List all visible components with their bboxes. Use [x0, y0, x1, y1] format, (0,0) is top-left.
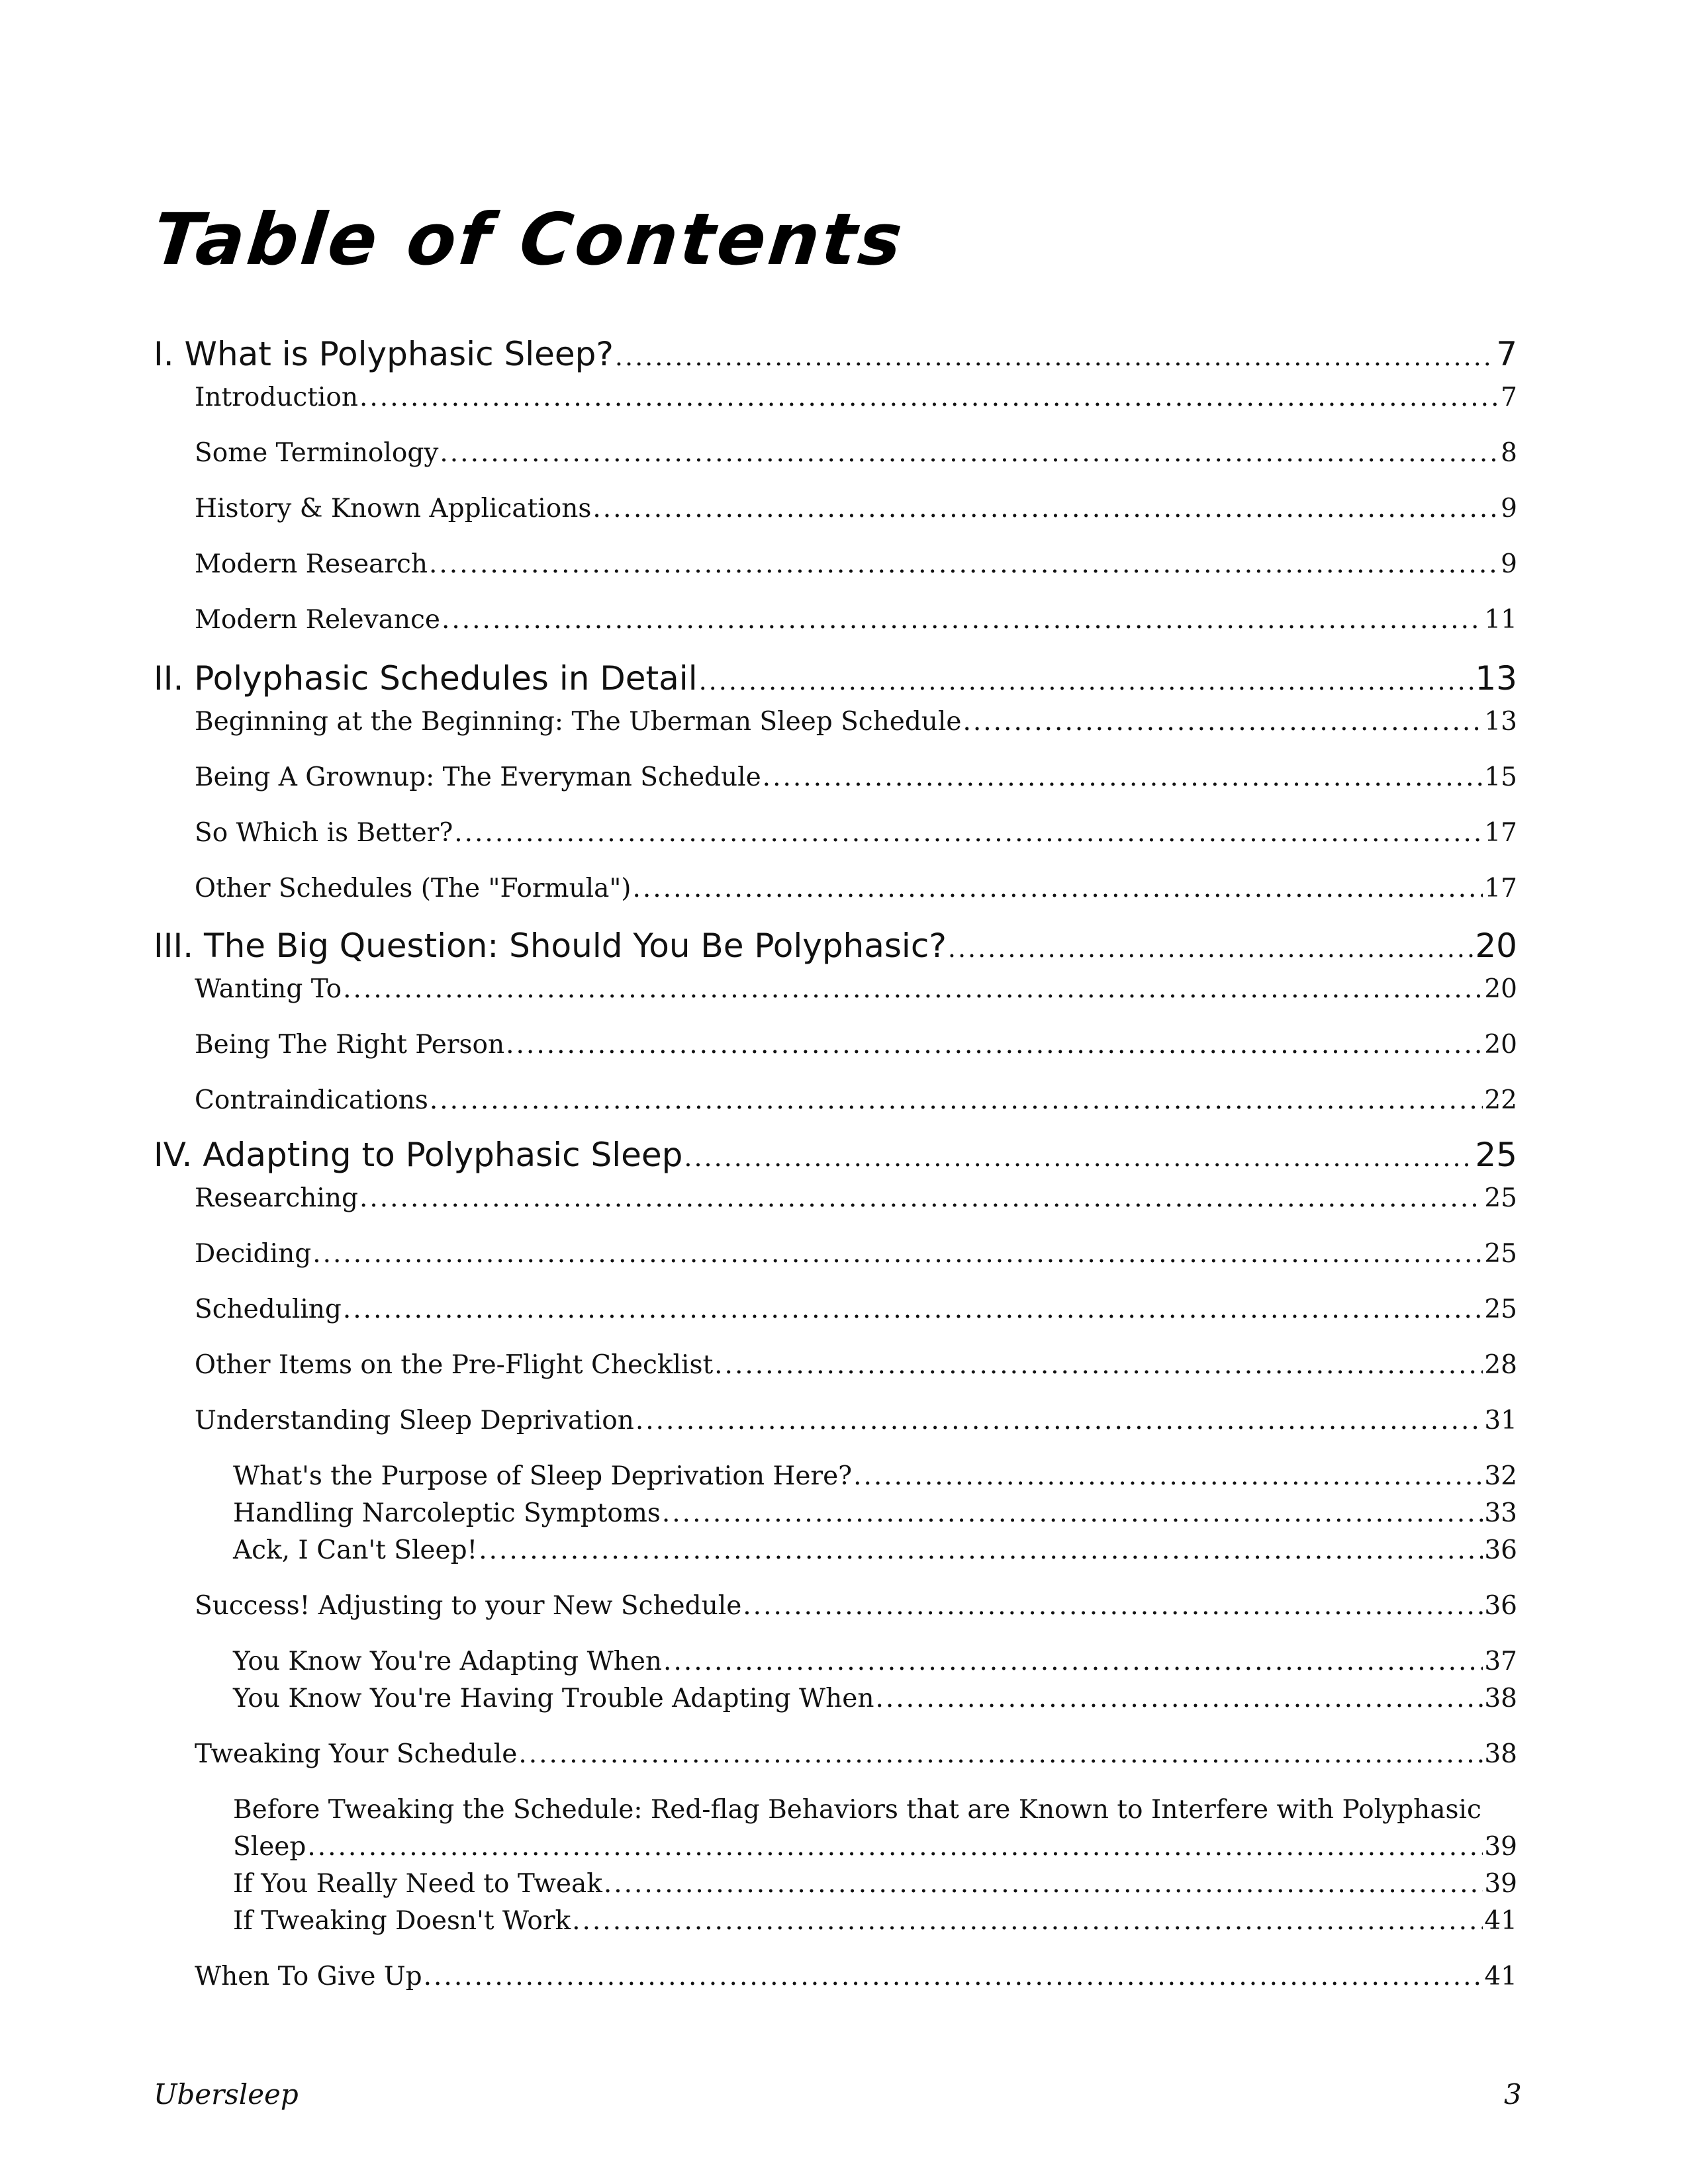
- toc-subentry[interactable]: [154, 1647, 1517, 1676]
- leader-dots: [343, 1295, 1483, 1324]
- toc-entry[interactable]: [154, 1085, 1517, 1115]
- footer-page-number: 3: [1504, 2078, 1522, 2111]
- leader-dots: [572, 1906, 1483, 1936]
- toc-entry-label: If You Really Need to Tweak: [233, 1869, 602, 1899]
- leader-dots: [506, 1030, 1483, 1060]
- leader-dots: [454, 818, 1483, 848]
- leader-dots: [662, 1498, 1483, 1528]
- toc-page-number: 9: [1501, 549, 1517, 579]
- toc-page-number: 20: [1484, 974, 1517, 1004]
- footer-book-title: Ubersleep: [154, 2078, 299, 2111]
- leader-dots: [604, 1869, 1483, 1899]
- toc-entry-label: Contraindications: [195, 1085, 428, 1115]
- page-title: Table of Contents: [149, 199, 909, 281]
- leader-dots: [430, 1085, 1483, 1115]
- toc-entry-label: Sleep: [233, 1832, 306, 1862]
- toc-entry-label: Handling Narcoleptic Symptoms: [233, 1498, 661, 1528]
- leader-dots: [359, 1183, 1483, 1213]
- leader-dots: [424, 1962, 1483, 1991]
- toc-page-number: 25: [1484, 1183, 1517, 1213]
- toc-page-number: 33: [1484, 1498, 1517, 1528]
- toc-entry-label: Being A Grownup: The Everyman Schedule: [195, 762, 761, 792]
- leader-dots: [875, 1684, 1483, 1713]
- leader-dots: [948, 927, 1474, 965]
- toc-entry-label: You Know You're Adapting When: [233, 1647, 663, 1676]
- toc-entry[interactable]: [154, 762, 1517, 792]
- leader-dots: [479, 1535, 1483, 1565]
- leader-dots: [853, 1461, 1483, 1491]
- toc-entry-label: When To Give Up: [195, 1962, 422, 1991]
- toc-entry-label: You Know You're Having Trouble Adapting When: [233, 1684, 874, 1713]
- leader-dots: [307, 1832, 1483, 1862]
- toc-subentry[interactable]: [154, 1461, 1517, 1491]
- toc-heading[interactable]: [154, 335, 1517, 373]
- toc-entry[interactable]: [154, 383, 1517, 412]
- leader-dots: [635, 1406, 1483, 1435]
- toc-page-number: 37: [1484, 1647, 1517, 1676]
- toc-entry[interactable]: [154, 1406, 1517, 1435]
- toc-page-number: 39: [1484, 1869, 1517, 1899]
- leader-dots: [429, 549, 1499, 579]
- toc-page-number: 41: [1484, 1962, 1517, 1991]
- toc-entry-label: Some Terminology: [195, 438, 439, 468]
- toc-entry-label: Understanding Sleep Deprivation: [195, 1406, 634, 1435]
- toc-page-number: 20: [1484, 1030, 1517, 1060]
- leader-dots: [615, 335, 1495, 373]
- toc-page-number: 17: [1484, 874, 1517, 903]
- leader-dots: [442, 605, 1483, 635]
- leader-dots: [359, 383, 1499, 412]
- toc-entry[interactable]: [154, 605, 1517, 635]
- toc-heading[interactable]: [154, 927, 1517, 965]
- toc-entry-label: Modern Relevance: [195, 605, 440, 635]
- toc-subentry[interactable]: [154, 1684, 1517, 1713]
- leader-dots: [684, 1136, 1474, 1174]
- toc-entry[interactable]: [154, 974, 1517, 1004]
- leader-dots: [343, 974, 1483, 1004]
- toc-page-number: 9: [1501, 494, 1517, 523]
- toc-entry[interactable]: [154, 549, 1517, 579]
- toc-entry-label: Wanting To: [195, 974, 342, 1004]
- toc-entry-label: If Tweaking Doesn't Work: [233, 1906, 571, 1936]
- leader-dots: [714, 1350, 1483, 1380]
- toc-subentry[interactable]: [154, 1906, 1517, 1936]
- leader-dots: [743, 1591, 1483, 1621]
- toc-entry[interactable]: [154, 818, 1517, 848]
- toc-page-number: 38: [1484, 1739, 1517, 1769]
- toc-entry[interactable]: [154, 1239, 1517, 1269]
- toc-heading-label: II. Polyphasic Schedules in Detail: [154, 659, 698, 698]
- toc-page-number: 25: [1475, 1136, 1517, 1174]
- toc-heading[interactable]: [154, 1136, 1517, 1174]
- toc-page-number: 41: [1484, 1906, 1517, 1936]
- leader-dots: [632, 874, 1483, 903]
- toc-entry-label: Scheduling: [195, 1295, 342, 1324]
- toc-page-number: 15: [1484, 762, 1517, 792]
- toc-page-number: 11: [1484, 605, 1517, 635]
- toc-entry[interactable]: [154, 874, 1517, 903]
- toc-subentry[interactable]: [154, 1535, 1517, 1565]
- toc-entry[interactable]: [154, 1295, 1517, 1324]
- toc-entry[interactable]: [154, 1030, 1517, 1060]
- toc-heading-label: IV. Adapting to Polyphasic Sleep: [154, 1136, 683, 1174]
- toc-subentry[interactable]: [154, 1869, 1517, 1899]
- toc-entry[interactable]: [154, 1350, 1517, 1380]
- toc-page-number: 22: [1484, 1085, 1517, 1115]
- toc-entry-label: Deciding: [195, 1239, 312, 1269]
- table-of-contents: [154, 0, 1517, 2184]
- toc-subentry-wrapped-line[interactable]: Before Tweaking the Schedule: Red-flag Behaviors that are Known to Interfere with Polyphasic: [233, 1795, 1481, 1825]
- toc-page-number: 28: [1484, 1350, 1517, 1380]
- toc-heading-label: I. What is Polyphasic Sleep?: [154, 335, 614, 373]
- toc-subentry[interactable]: [154, 1832, 1517, 1862]
- leader-dots: [592, 494, 1499, 523]
- toc-entry[interactable]: [154, 1591, 1517, 1621]
- toc-page-number: 7: [1496, 335, 1517, 373]
- toc-subentry[interactable]: [154, 1498, 1517, 1528]
- toc-entry[interactable]: [154, 1739, 1517, 1769]
- toc-page-number: 25: [1484, 1295, 1517, 1324]
- toc-entry-label: Tweaking Your Schedule: [195, 1739, 518, 1769]
- toc-page-number: 25: [1484, 1239, 1517, 1269]
- toc-entry[interactable]: [154, 494, 1517, 523]
- toc-page-number: 20: [1475, 927, 1517, 965]
- toc-entry-label: Beginning at the Beginning: The Uberman Sleep Schedule: [195, 707, 962, 737]
- toc-entry-label: Modern Research: [195, 549, 428, 579]
- toc-entry-label: What's the Purpose of Sleep Deprivation Here?: [233, 1461, 853, 1491]
- toc-page-number: 32: [1484, 1461, 1517, 1491]
- toc-entry-label: Introduction: [195, 383, 358, 412]
- toc-page-number: 36: [1484, 1591, 1517, 1621]
- toc-entry[interactable]: [154, 438, 1517, 468]
- toc-heading-label: III. The Big Question: Should You Be Polyphasic?: [154, 927, 947, 965]
- toc-entry-label: Success! Adjusting to your New Schedule: [195, 1591, 742, 1621]
- toc-page-number: 31: [1484, 1406, 1517, 1435]
- toc-heading[interactable]: [154, 659, 1517, 698]
- toc-entry-label: So Which is Better?: [195, 818, 453, 848]
- toc-entry-label: History & Known Applications: [195, 494, 592, 523]
- leader-dots: [312, 1239, 1483, 1269]
- toc-page-number: 8: [1501, 438, 1517, 468]
- leader-dots: [440, 438, 1499, 468]
- leader-dots: [763, 762, 1483, 792]
- toc-entry-label: Ack, I Can't Sleep!: [233, 1535, 478, 1565]
- toc-entry[interactable]: [154, 1962, 1517, 1991]
- toc-entry-label: Researching: [195, 1183, 358, 1213]
- toc-page-number: 39: [1484, 1832, 1517, 1862]
- toc-page-number: 13: [1475, 659, 1517, 698]
- leader-dots: [663, 1647, 1483, 1676]
- toc-entry-label: Other Items on the Pre-Flight Checklist: [195, 1350, 714, 1380]
- toc-page-number: 13: [1484, 707, 1517, 737]
- toc-entry[interactable]: [154, 707, 1517, 737]
- leader-dots: [518, 1739, 1483, 1769]
- toc-entry[interactable]: [154, 1183, 1517, 1213]
- toc-page-number: 38: [1484, 1684, 1517, 1713]
- leader-dots: [699, 659, 1474, 698]
- toc-page-number: 36: [1484, 1535, 1517, 1565]
- toc-page-number: 17: [1484, 818, 1517, 848]
- toc-entry-label: Being The Right Person: [195, 1030, 505, 1060]
- toc-page-number: 7: [1501, 383, 1517, 412]
- toc-entry-label: Other Schedules (The "Formula"): [195, 874, 632, 903]
- leader-dots: [962, 707, 1483, 737]
